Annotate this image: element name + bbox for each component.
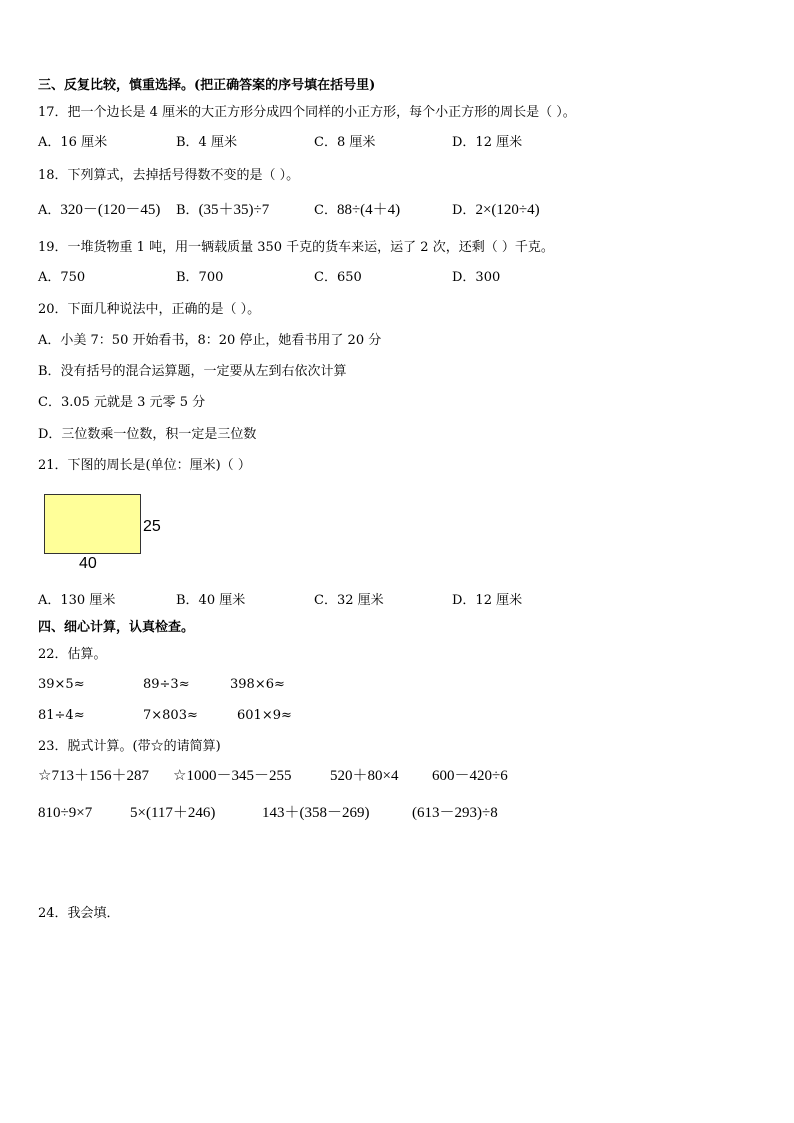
q18-option-d — [452, 202, 540, 219]
q18-option-d-label: D． — [452, 203, 476, 218]
question-24-stem: 24．我会填． — [38, 906, 120, 921]
q21-option-c: C．32 厘米 — [314, 593, 384, 608]
q18-option-c — [314, 202, 400, 219]
q21-option-b: B．40 厘米 — [176, 593, 246, 608]
q20-option-b: B．没有括号的混合运算题，一定要从左到右依次计算 — [38, 364, 347, 379]
q18-option-a-label: A． — [38, 203, 61, 218]
q17-option-c: C．8 厘米 — [314, 135, 376, 150]
q18-option-b-label: B． — [176, 203, 199, 218]
question-18-stem: 18．下列算式，去掉括号得数不变的是（ ）。 — [38, 168, 300, 183]
q23-item: ☆713＋156＋287 — [38, 768, 149, 784]
q20-option-c: C．3.05 元就是 3 元零 5 分 — [38, 395, 206, 410]
question-17-stem: 17．把一个边长是 4 厘米的大正方形分成四个同样的小正方形，每个小正方形的周长是（ ）。 — [38, 105, 576, 120]
rect-height-label: 25 — [143, 518, 161, 535]
q18-option-a — [38, 202, 160, 219]
q22-item: 601×9≈ — [237, 708, 292, 723]
q19-option-c: C．650 — [314, 270, 362, 285]
q18-option-b-expr: (35＋35)÷7 — [198, 202, 270, 218]
q23-item: 5×(117＋246) — [130, 805, 216, 821]
q22-item: 39×5≈ — [38, 677, 85, 692]
q20-option-d: D．三位数乘一位数，积一定是三位数 — [38, 427, 257, 442]
q23-item: ☆1000－345－255 — [173, 768, 292, 784]
q23-item: 600－420÷6 — [432, 768, 508, 784]
q22-item: 398×6≈ — [230, 677, 285, 692]
question-21-stem: 21．下图的周长是(单位：厘米)（ ） — [38, 458, 251, 473]
q22-item: 7×803≈ — [143, 708, 198, 723]
question-19-stem: 19．一堆货物重 1 吨，用一辆载质量 350 千克的货车来运，运了 2 次，还剩（ ）千克。 — [38, 240, 554, 255]
q18-option-a-expr: 320－(120－45) — [60, 202, 161, 218]
question-22-stem: 22．估算。 — [38, 647, 107, 662]
section-heading-4: 四、细心计算，认真检查。 — [38, 620, 195, 635]
q18-option-c-expr: 88÷(4＋4) — [336, 202, 401, 218]
q19-option-b: B．700 — [176, 270, 224, 285]
rect-width-label: 40 — [79, 555, 97, 572]
q20-option-a: A．小美 7：50 开始看书，8：20 停止，她看书用了 20 分 — [38, 333, 382, 348]
q17-option-a: A．16 厘米 — [38, 135, 108, 150]
q23-item: 143＋(358－269) — [262, 805, 370, 821]
q23-item: 520＋80×4 — [330, 768, 399, 784]
q18-option-c-label: C． — [314, 203, 337, 218]
q17-option-d: D．12 厘米 — [452, 135, 523, 150]
q19-option-a: A．750 — [38, 270, 86, 285]
q23-item: 810÷9×7 — [38, 805, 93, 821]
rectangle-figure — [44, 494, 141, 554]
q18-option-b — [176, 202, 269, 219]
q22-item: 81÷4≈ — [38, 708, 85, 723]
q22-item: 89÷3≈ — [143, 677, 190, 692]
q17-option-b: B．4 厘米 — [176, 135, 237, 150]
q19-option-d: D．300 — [452, 270, 501, 285]
q21-option-d: D．12 厘米 — [452, 593, 523, 608]
question-20-stem: 20．下面几种说法中，正确的是（ ）。 — [38, 302, 261, 317]
q18-option-d-expr: 2×(120÷4) — [475, 202, 540, 218]
q21-option-a: A．130 厘米 — [38, 593, 116, 608]
section-heading-3: 三、反复比较，慎重选择。(把正确答案的序号填在括号里) — [38, 78, 376, 93]
q23-item: (613－293)÷8 — [412, 805, 498, 821]
question-23-stem: 23．脱式计算。(带☆的请简算) — [38, 739, 221, 754]
